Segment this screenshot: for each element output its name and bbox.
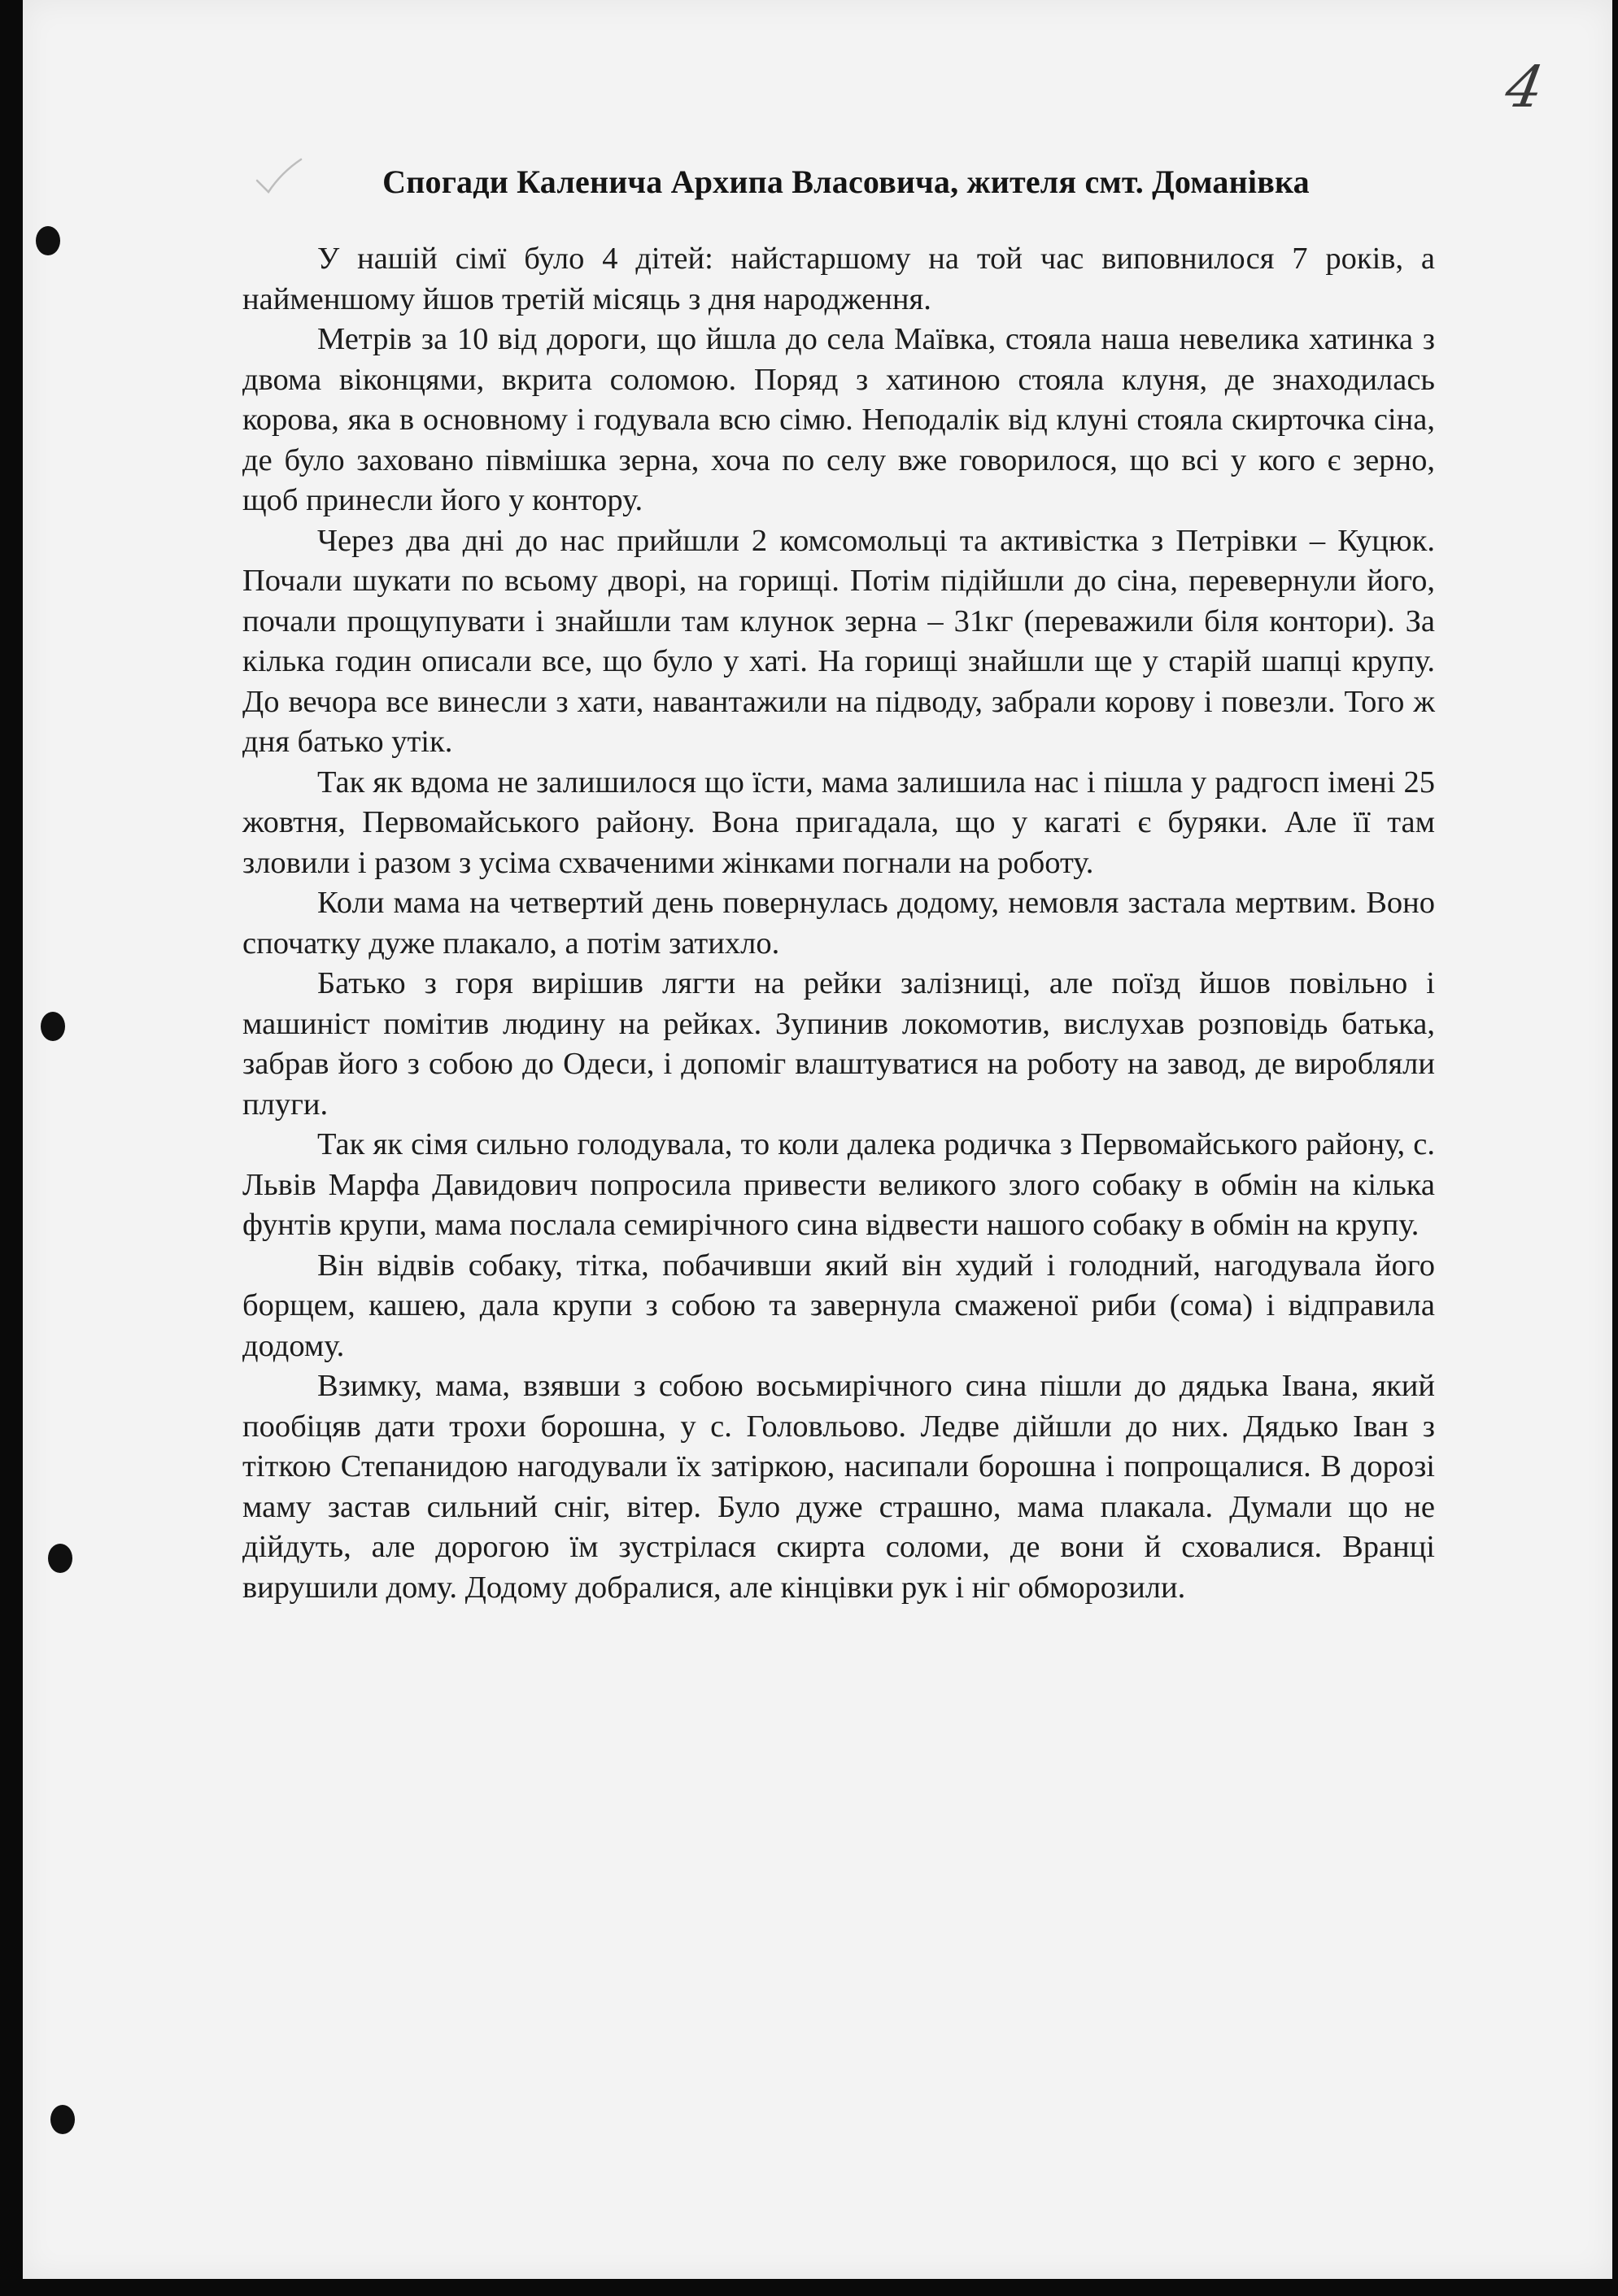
paragraph: Через два дні до нас прийшли 2 комсомольці та активістка з Петрівки – Куцюк. Почали шукати по всьому дворі, на горищі. Потім підійшли до сіна, перевернули його, почали прощупувати і знайшли там клунок зерна – 31кг (переважили біля контори). За кілька годин описали все, що було у хаті. На горищі знайшли ще у старій шапці крупу. До вечора все винесли з хати, навантажили на підводу, забрали корову і повезли. Того ж дня батько утік. [242, 523, 1435, 759]
handwritten-page-number: 4 [1500, 54, 1549, 120]
paragraph: Взимку, мама, взявши з собою восьмирічного сина пішли до дядька Івана, який пообіцяв дати трохи борошна, у с. Головльово. Ледве дійшли до них. Дядько Іван з тіткою Степанидою нагодували їх затіркою, насипали борошна і попрощалися. В дорозі маму застав сильний сніг, вітер. Було дуже страшно, мама плакала. Думали що не дійдуть, але дорогою їм зустрілася скирта соломи, де вони й сховалися. Вранці вирушили дому. Додому добралися, але кінцівки рук і ніг обморозили. [242, 1369, 1435, 1605]
punch-hole [48, 1544, 72, 1573]
punch-hole [36, 226, 60, 255]
paragraph: У нашій сімї було 4 дітей: найстаршому на той час виповнилося 7 років, а найменшому йшов третій місяць з дня народження. [242, 242, 1435, 316]
document-body [242, 239, 1435, 1608]
paragraph: Батько з горя вирішив лягти на рейки залізниці, але поїзд йшов повільно і машиніст помітив людину на рейках. Зупинив локомотив, вислухав розповідь батька, забрав його з собою до Одеси, і допоміг влаштуватися на роботу на завод, де виробляли плуги. [242, 966, 1435, 1122]
paragraph: Так як вдома не залишилося що їсти, мама залишила нас і пішла у радгосп імені 25 жовтня, Первомайського району. Вона пригадала, що у кагаті є буряки. Але її там зловили і разом з усіма схваченими жінками погнали на роботу. [242, 765, 1435, 880]
paragraph: Він відвів собаку, тітка, побачивши який він худий і голодний, нагодувала його борщем, кашею, дала крупи з собою та завернула смаженої риби (сома) і відправила додому. [242, 1248, 1435, 1363]
paragraph: Так як сімя сильно голодувала, то коли далека родичка з Первомайського району, с. Львів Марфа Давидович попросила привести великого злого собаку в обмін на кілька фунтів крупи, мама послала семирічного сина відвести нашого собаку в обмін на крупу. [242, 1127, 1435, 1242]
punch-hole [41, 1012, 65, 1041]
paragraph: Метрів за 10 від дороги, що йшла до села Маївка, стояла наша невелика хатинка з двома віконцями, вкрита соломою. Поряд з хатиною стояла клуня, де знаходилась корова, яка в основному і годувала всю сімю. Неподалік від клуні стояла скирточка сіна, де було заховано півмішка зерна, хоча по селу вже говорилося, що всі у кого є зерно, щоб принесли його у контору. [242, 322, 1435, 517]
document-title: Спогади Каленича Архипа Власовича, жителя смт. Доманівка [382, 163, 1310, 200]
punch-hole [50, 2105, 75, 2134]
paragraph: Коли мама на четвертий день повернулась додому, немовля застала мертвим. Воно спочатку дуже плакало, а потім затихло. [242, 886, 1435, 961]
